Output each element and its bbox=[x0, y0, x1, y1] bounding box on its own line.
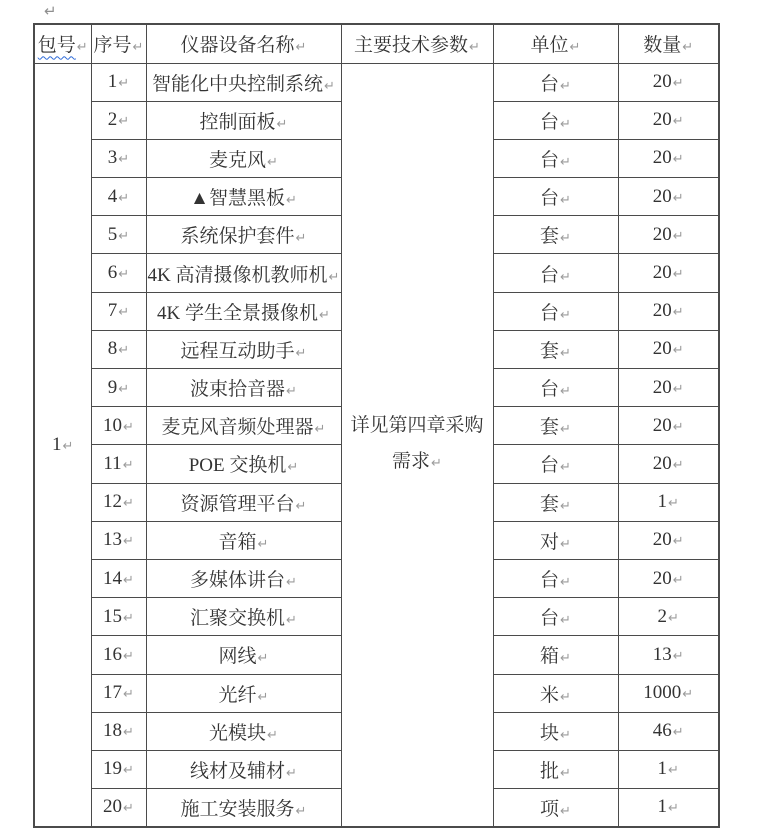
equipment-name-cell bbox=[146, 216, 341, 254]
seq-cell bbox=[91, 598, 146, 636]
unit-cell-text: 台 bbox=[540, 111, 560, 133]
paragraph-mark: ↵ bbox=[672, 267, 684, 283]
equipment-name-cell-text: 麦克风音频处理器 bbox=[161, 417, 314, 439]
qty-cell-text: 20 bbox=[652, 262, 672, 284]
equipment-name-cell-text: 施工安装服务 bbox=[180, 798, 295, 820]
paragraph-mark: ↵ bbox=[560, 193, 571, 209]
paragraph-mark: ↵ bbox=[257, 651, 269, 667]
equipment-name-cell bbox=[146, 521, 341, 559]
paragraph-mark: ↵ bbox=[328, 269, 340, 285]
header-cell-qty bbox=[618, 24, 719, 63]
header-cell-unit bbox=[493, 24, 618, 63]
qty-cell bbox=[618, 598, 719, 636]
paragraph-mark: ↵ bbox=[118, 267, 130, 283]
qty-cell bbox=[618, 483, 719, 521]
qty-cell-text: 20 bbox=[652, 147, 672, 169]
paragraph-mark: ↵ bbox=[118, 152, 130, 168]
qty-cell-text: 1000 bbox=[643, 682, 682, 704]
equipment-name-cell-text: 远程互动助手 bbox=[180, 340, 295, 362]
paragraph-mark: ↵ bbox=[672, 381, 684, 397]
qty-cell bbox=[618, 63, 719, 101]
seq-cell-text: 9 bbox=[107, 376, 118, 398]
equipment-name-cell bbox=[146, 789, 341, 827]
qty-cell-text: 20 bbox=[652, 300, 672, 322]
paragraph-mark: ↵ bbox=[560, 498, 571, 514]
paragraph-mark: ↵ bbox=[668, 610, 679, 626]
qty-cell-text: 13 bbox=[652, 643, 672, 665]
qty-cell bbox=[618, 139, 719, 177]
qty-cell bbox=[618, 521, 719, 559]
equipment-name-cell bbox=[146, 712, 341, 750]
paragraph-mark: ↵ bbox=[682, 687, 694, 703]
table-row bbox=[34, 63, 719, 101]
seq-cell-text: 8 bbox=[107, 338, 118, 360]
paragraph-mark: ↵ bbox=[295, 803, 307, 819]
qty-cell bbox=[618, 559, 719, 597]
unit-cell bbox=[493, 330, 618, 368]
paragraph-mark: ↵ bbox=[267, 154, 278, 170]
equipment-name-cell bbox=[146, 636, 341, 674]
equipment-name-cell bbox=[146, 674, 341, 712]
seq-cell-text: 1 bbox=[107, 71, 118, 93]
seq-cell-text: 19 bbox=[103, 758, 123, 780]
seq-cell-text: 10 bbox=[103, 414, 123, 436]
paragraph-mark: ↵ bbox=[560, 384, 571, 400]
seq-cell-text: 5 bbox=[107, 223, 118, 245]
qty-cell bbox=[618, 292, 719, 330]
qty-cell bbox=[618, 674, 719, 712]
equipment-name-cell-text: 麦克风 bbox=[209, 149, 267, 171]
tech-params-line bbox=[342, 444, 493, 482]
unit-cell bbox=[493, 483, 618, 521]
equipment-name-cell bbox=[146, 407, 341, 445]
paragraph-mark: ↵ bbox=[560, 727, 571, 743]
header-label-unit: 单位 bbox=[530, 35, 569, 57]
equipment-name-cell bbox=[146, 139, 341, 177]
paragraph-mark: ↵ bbox=[560, 422, 571, 438]
equipment-name-cell bbox=[146, 598, 341, 636]
seq-cell-text: 15 bbox=[103, 605, 123, 627]
paragraph-mark: ↵ bbox=[560, 536, 571, 552]
seq-cell bbox=[91, 101, 146, 139]
qty-cell bbox=[618, 369, 719, 407]
header-label-qty: 数量 bbox=[643, 35, 682, 57]
qty-cell bbox=[618, 254, 719, 292]
paragraph-mark: ↵ bbox=[314, 422, 326, 438]
header-label-tech-params: 主要技术参数 bbox=[354, 35, 469, 57]
paragraph-mark: ↵ bbox=[560, 689, 571, 705]
paragraph-mark: ↵ bbox=[560, 154, 571, 170]
paragraph-mark: ↵ bbox=[672, 152, 684, 168]
equipment-table bbox=[33, 23, 720, 828]
seq-cell-text: 4 bbox=[107, 185, 118, 207]
unit-cell bbox=[493, 216, 618, 254]
tech-params-text: 详见第四章采购 bbox=[350, 414, 484, 436]
seq-cell-text: 2 bbox=[107, 109, 118, 131]
unit-cell bbox=[493, 407, 618, 445]
seq-cell-text: 3 bbox=[107, 147, 118, 169]
seq-cell-text: 16 bbox=[103, 643, 123, 665]
paragraph-mark: ↵ bbox=[672, 572, 684, 588]
equipment-name-cell bbox=[146, 559, 341, 597]
paragraph-mark: ↵ bbox=[569, 40, 581, 56]
equipment-name-cell bbox=[146, 369, 341, 407]
unit-cell bbox=[493, 559, 618, 597]
paragraph-mark: ↵ bbox=[257, 689, 269, 705]
unit-cell bbox=[493, 369, 618, 407]
qty-cell-text: 20 bbox=[652, 109, 672, 131]
unit-cell bbox=[493, 445, 618, 483]
seq-cell bbox=[91, 712, 146, 750]
seq-cell bbox=[91, 445, 146, 483]
paragraph-mark: ↵ bbox=[62, 438, 74, 454]
unit-cell-text: 台 bbox=[540, 149, 560, 171]
seq-cell-text: 12 bbox=[103, 491, 123, 513]
header-cell-seq bbox=[91, 24, 146, 63]
paragraph-mark: ↵ bbox=[123, 572, 134, 588]
paragraph-mark: ↵ bbox=[122, 457, 134, 473]
seq-cell bbox=[91, 330, 146, 368]
paragraph-mark: ↵ bbox=[286, 613, 297, 629]
equipment-name-cell bbox=[146, 483, 341, 521]
seq-cell bbox=[91, 407, 146, 445]
paragraph-mark: ↵ bbox=[285, 193, 297, 209]
paragraph-mark: ↵ bbox=[123, 801, 134, 817]
qty-cell-text: 46 bbox=[652, 720, 672, 742]
paragraph-mark: ↵ bbox=[123, 419, 134, 435]
table-body bbox=[34, 63, 719, 827]
paragraph-mark: ↵ bbox=[560, 575, 571, 591]
equipment-name-cell-text: 光纤 bbox=[218, 684, 257, 706]
seq-cell bbox=[91, 521, 146, 559]
seq-cell-text: 11 bbox=[103, 452, 122, 474]
seq-cell bbox=[91, 636, 146, 674]
paragraph-mark: ↵ bbox=[123, 534, 134, 550]
equipment-name-cell bbox=[146, 445, 341, 483]
paragraph-mark: ↵ bbox=[44, 2, 57, 20]
qty-cell bbox=[618, 407, 719, 445]
seq-cell-text: 17 bbox=[103, 682, 123, 704]
unit-cell bbox=[493, 521, 618, 559]
paragraph-mark: ↵ bbox=[672, 305, 684, 321]
unit-cell-text: 台 bbox=[540, 264, 560, 286]
unit-cell-text: 台 bbox=[540, 73, 560, 95]
unit-cell-text: 批 bbox=[540, 760, 560, 782]
unit-cell-text: 箱 bbox=[540, 646, 560, 668]
seq-cell bbox=[91, 483, 146, 521]
qty-cell-text: 20 bbox=[652, 71, 672, 93]
unit-cell bbox=[493, 712, 618, 750]
seq-cell-text: 6 bbox=[107, 262, 118, 284]
unit-cell-text: 块 bbox=[540, 722, 560, 744]
unit-cell-text: 套 bbox=[540, 417, 560, 439]
seq-cell bbox=[91, 139, 146, 177]
equipment-name-cell-text: 系统保护套件 bbox=[180, 226, 295, 248]
paragraph-mark: ↵ bbox=[324, 78, 335, 94]
equipment-name-cell bbox=[146, 254, 341, 292]
seq-cell bbox=[91, 559, 146, 597]
header-cell-package-no bbox=[34, 24, 91, 63]
header-label-package-no: 包号 bbox=[37, 35, 76, 57]
paragraph-mark: ↵ bbox=[286, 765, 297, 781]
seq-cell bbox=[91, 63, 146, 101]
paragraph-mark: ↵ bbox=[286, 384, 297, 400]
paragraph-mark: ↵ bbox=[682, 40, 694, 56]
paragraph-mark: ↵ bbox=[560, 803, 571, 819]
seq-cell bbox=[91, 369, 146, 407]
equipment-name-cell-text: 资源管理平台 bbox=[180, 493, 295, 515]
unit-cell-text: 台 bbox=[540, 379, 560, 401]
paragraph-mark: ↵ bbox=[672, 343, 684, 359]
paragraph-mark: ↵ bbox=[118, 190, 130, 206]
equipment-name-cell-text: 4K 高清摄像机教师机 bbox=[147, 264, 328, 286]
equipment-name-cell-text: 波束拾音器 bbox=[190, 379, 286, 401]
equipment-name-cell-text: ▲智慧黑板 bbox=[190, 188, 285, 210]
header-cell-tech-params bbox=[341, 24, 493, 63]
unit-cell-text: 米 bbox=[540, 684, 560, 706]
unit-cell-text: 台 bbox=[540, 455, 560, 477]
unit-cell bbox=[493, 598, 618, 636]
paragraph-mark: ↵ bbox=[123, 687, 134, 703]
paragraph-mark: ↵ bbox=[469, 40, 480, 56]
paragraph-mark: ↵ bbox=[672, 419, 684, 435]
paragraph-mark: ↵ bbox=[118, 381, 130, 397]
package-no-cell bbox=[34, 63, 91, 827]
seq-cell bbox=[91, 292, 146, 330]
equipment-name-cell bbox=[146, 63, 341, 101]
equipment-name-cell-text: 线材及辅材 bbox=[190, 760, 286, 782]
qty-cell bbox=[618, 712, 719, 750]
qty-cell-text: 1 bbox=[657, 758, 668, 780]
package-no-cell-text: 1 bbox=[52, 433, 62, 455]
header-row bbox=[34, 24, 719, 63]
qty-cell bbox=[618, 445, 719, 483]
unit-cell-text: 项 bbox=[540, 798, 560, 820]
paragraph-mark: ↵ bbox=[123, 610, 134, 626]
paragraph-mark: ↵ bbox=[118, 76, 130, 92]
seq-cell bbox=[91, 750, 146, 788]
paragraph-mark: ↵ bbox=[118, 305, 130, 321]
qty-cell-text: 20 bbox=[652, 452, 672, 474]
unit-cell bbox=[493, 139, 618, 177]
equipment-name-cell bbox=[146, 330, 341, 368]
paragraph-mark: ↵ bbox=[319, 307, 330, 323]
seq-cell bbox=[91, 254, 146, 292]
equipment-name-cell-text: 控制面板 bbox=[199, 111, 276, 133]
qty-cell bbox=[618, 101, 719, 139]
paragraph-mark: ↵ bbox=[267, 727, 278, 743]
unit-cell bbox=[493, 636, 618, 674]
paragraph-mark: ↵ bbox=[560, 765, 571, 781]
paragraph-mark: ↵ bbox=[123, 763, 134, 779]
paragraph-mark: ↵ bbox=[118, 343, 130, 359]
equipment-name-cell bbox=[146, 750, 341, 788]
qty-cell-text: 20 bbox=[652, 223, 672, 245]
seq-cell-text: 14 bbox=[103, 567, 123, 589]
header-label-equipment-name: 仪器设备名称 bbox=[180, 35, 295, 57]
qty-cell-text: 2 bbox=[657, 605, 668, 627]
header-label-seq: 序号 bbox=[93, 35, 132, 57]
paragraph-mark: ↵ bbox=[276, 116, 288, 132]
tech-params-line bbox=[342, 408, 493, 444]
paragraph-mark: ↵ bbox=[123, 725, 134, 741]
paragraph-mark: ↵ bbox=[560, 116, 571, 132]
paragraph-mark: ↵ bbox=[560, 613, 571, 629]
qty-cell-text: 20 bbox=[652, 529, 672, 551]
paragraph-mark: ↵ bbox=[257, 536, 269, 552]
qty-cell-text: 1 bbox=[657, 796, 668, 818]
paragraph-mark: ↵ bbox=[672, 457, 684, 473]
equipment-name-cell-text: 音箱 bbox=[218, 531, 257, 553]
seq-cell-text: 13 bbox=[103, 529, 123, 551]
seq-cell bbox=[91, 789, 146, 827]
unit-cell-text: 台 bbox=[540, 608, 560, 630]
equipment-name-cell bbox=[146, 178, 341, 216]
paragraph-mark: ↵ bbox=[295, 231, 307, 247]
paragraph-mark: ↵ bbox=[560, 269, 571, 285]
unit-cell bbox=[493, 789, 618, 827]
equipment-name-cell bbox=[146, 101, 341, 139]
paragraph-mark: ↵ bbox=[76, 40, 88, 56]
paragraph-mark: ↵ bbox=[431, 455, 442, 471]
equipment-name-cell bbox=[146, 292, 341, 330]
unit-cell bbox=[493, 750, 618, 788]
equipment-name-cell-text: 智能化中央控制系统 bbox=[152, 73, 324, 95]
equipment-name-cell-text: 网线 bbox=[218, 646, 257, 668]
paragraph-mark: ↵ bbox=[560, 231, 571, 247]
unit-cell bbox=[493, 101, 618, 139]
tech-params-cell bbox=[341, 63, 493, 827]
unit-cell bbox=[493, 674, 618, 712]
unit-cell-text: 台 bbox=[540, 188, 560, 210]
paragraph-mark: ↵ bbox=[560, 651, 571, 667]
unit-cell-text: 套 bbox=[540, 493, 560, 515]
equipment-name-cell-text: POE 交换机 bbox=[188, 455, 287, 477]
qty-cell-text: 20 bbox=[652, 414, 672, 436]
seq-cell-text: 18 bbox=[103, 720, 123, 742]
paragraph-mark: ↵ bbox=[123, 496, 134, 512]
paragraph-mark: ↵ bbox=[123, 648, 134, 664]
unit-cell-text: 台 bbox=[540, 302, 560, 324]
qty-cell bbox=[618, 178, 719, 216]
unit-cell-text: 台 bbox=[540, 570, 560, 592]
paragraph-mark: ↵ bbox=[560, 307, 571, 323]
paragraph-mark: ↵ bbox=[672, 190, 684, 206]
paragraph-mark: ↵ bbox=[286, 575, 297, 591]
paragraph-mark: ↵ bbox=[295, 345, 307, 361]
paragraph-mark: ↵ bbox=[118, 228, 130, 244]
unit-cell-text: 套 bbox=[540, 340, 560, 362]
paragraph-mark: ↵ bbox=[672, 228, 684, 244]
qty-cell bbox=[618, 636, 719, 674]
paragraph-mark: ↵ bbox=[672, 114, 684, 130]
qty-cell-text: 1 bbox=[657, 491, 668, 513]
qty-cell-text: 20 bbox=[652, 376, 672, 398]
tech-params-text: 需求 bbox=[392, 450, 431, 472]
unit-cell-text: 对 bbox=[540, 531, 560, 553]
qty-cell bbox=[618, 750, 719, 788]
paragraph-mark: ↵ bbox=[668, 763, 679, 779]
seq-cell-text: 7 bbox=[107, 300, 118, 322]
qty-cell-text: 20 bbox=[652, 567, 672, 589]
paragraph-mark: ↵ bbox=[560, 460, 571, 476]
paragraph-mark: ↵ bbox=[560, 345, 571, 361]
paragraph-mark: ↵ bbox=[668, 496, 679, 512]
unit-cell bbox=[493, 63, 618, 101]
qty-cell-text: 20 bbox=[652, 185, 672, 207]
header-cell-equipment-name bbox=[146, 24, 341, 63]
equipment-name-cell-text: 光模块 bbox=[209, 722, 267, 744]
unit-cell bbox=[493, 292, 618, 330]
equipment-name-cell-text: 汇聚交换机 bbox=[190, 608, 286, 630]
paragraph-mark: ↵ bbox=[672, 648, 684, 664]
paragraph-mark: ↵ bbox=[132, 40, 144, 56]
seq-cell-text: 20 bbox=[103, 796, 123, 818]
equipment-name-cell-text: 4K 学生全景摄像机 bbox=[157, 302, 319, 324]
paragraph-mark: ↵ bbox=[672, 534, 684, 550]
seq-cell bbox=[91, 674, 146, 712]
paragraph-mark: ↵ bbox=[287, 460, 299, 476]
paragraph-mark: ↵ bbox=[672, 76, 684, 92]
qty-cell bbox=[618, 789, 719, 827]
qty-cell bbox=[618, 216, 719, 254]
seq-cell bbox=[91, 216, 146, 254]
paragraph-mark: ↵ bbox=[672, 725, 684, 741]
unit-cell bbox=[493, 178, 618, 216]
paragraph-mark: ↵ bbox=[295, 40, 307, 56]
qty-cell-text: 20 bbox=[652, 338, 672, 360]
paragraph-mark: ↵ bbox=[118, 114, 130, 130]
paragraph-mark: ↵ bbox=[295, 498, 307, 514]
paragraph-mark: ↵ bbox=[560, 78, 571, 94]
unit-cell-text: 套 bbox=[540, 226, 560, 248]
seq-cell bbox=[91, 178, 146, 216]
paragraph-mark: ↵ bbox=[668, 801, 679, 817]
unit-cell bbox=[493, 254, 618, 292]
qty-cell bbox=[618, 330, 719, 368]
equipment-name-cell-text: 多媒体讲台 bbox=[190, 570, 286, 592]
